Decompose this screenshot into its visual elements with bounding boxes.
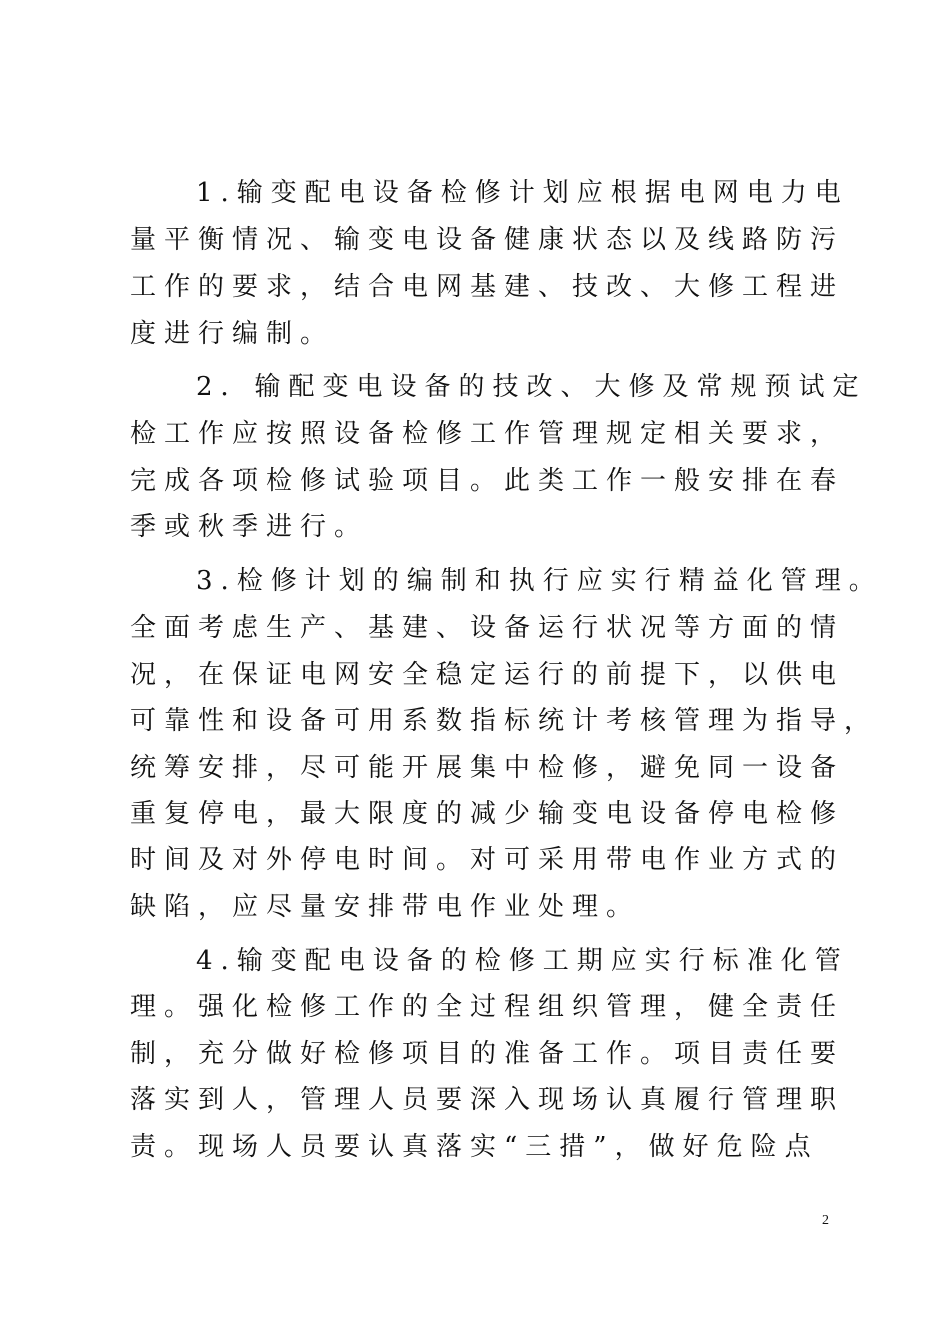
paragraph-line: 可靠性和设备可用系数指标统计考核管理为指导，: [130, 706, 879, 736]
paragraph-line: 全面考虑生产、基建、设备运行状况等方面的情: [130, 613, 845, 643]
paragraph-line: 检工作应按照设备检修工作管理规定相关要求，: [130, 419, 845, 449]
paragraph-line: 时间及对外停电时间。对可采用带电作业方式的: [130, 845, 845, 875]
paragraph-line: 重复停电，最大限度的减少输变电设备停电检修: [130, 799, 845, 829]
paragraph-line: 工作的要求，结合电网基建、技改、大修工程进: [130, 272, 845, 302]
paragraph-line: 4.输变配电设备的检修工期应实行标准化管: [196, 946, 849, 976]
paragraph-line: 责。现场人员要认真落实“三措”，做好危险点: [130, 1132, 819, 1162]
paragraph-line: 度进行编制。: [130, 319, 335, 349]
paragraph-line: 2．输配变电设备的技改、大修及常规预试定: [196, 372, 867, 402]
paragraph-line: 量平衡情况、输变电设备健康状态以及线路防污: [130, 225, 845, 255]
paragraph-line: 缺陷，应尽量安排带电作业处理。: [130, 892, 641, 922]
paragraph-line: 季或秋季进行。: [130, 512, 369, 542]
paragraph-line: 1.输变配电设备检修计划应根据电网电力电: [196, 178, 849, 208]
paragraph-line: 理。强化检修工作的全过程组织管理，健全责任: [130, 992, 845, 1022]
paragraph-line: 落实到人，管理人员要深入现场认真履行管理职: [130, 1085, 845, 1115]
paragraph-line: 3.检修计划的编制和执行应实行精益化管理。: [196, 566, 883, 596]
page-number: 2: [822, 1213, 829, 1228]
paragraph-line: 完成各项检修试验项目。此类工作一般安排在春: [130, 466, 845, 496]
paragraph-line: 统筹安排，尽可能开展集中检修，避免同一设备: [130, 753, 845, 783]
paragraph-line: 况，在保证电网安全稳定运行的前提下，以供电: [130, 660, 845, 690]
paragraph-line: 制，充分做好检修项目的准备工作。项目责任要: [130, 1039, 845, 1069]
